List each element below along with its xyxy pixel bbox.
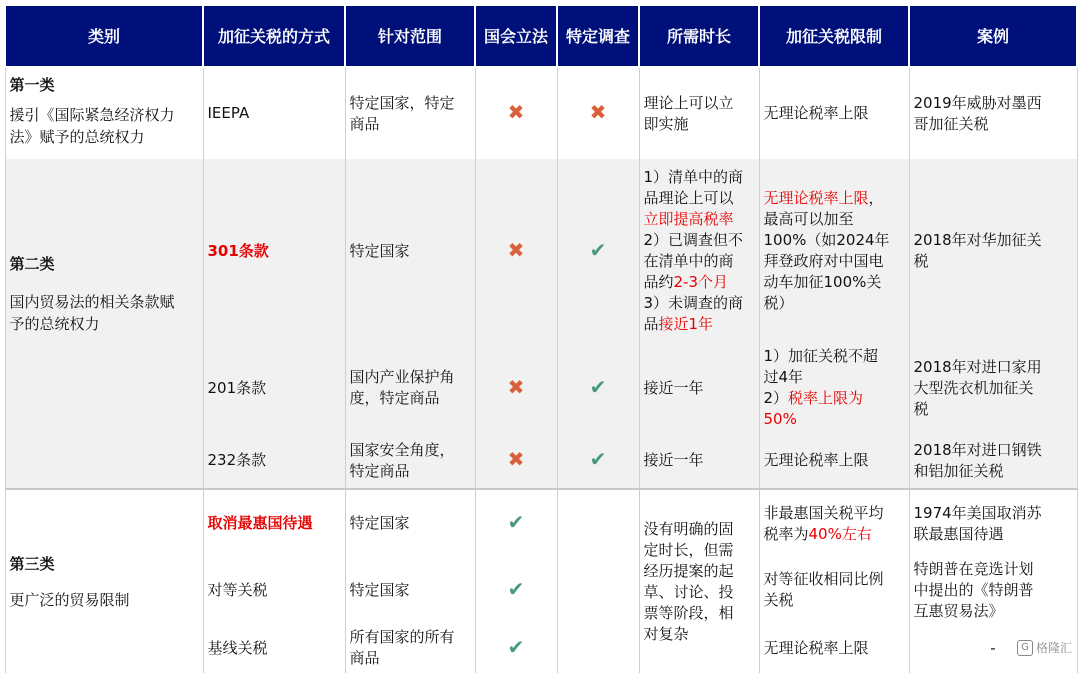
watermark bbox=[1017, 639, 1072, 656]
scope-cell: 特定国家 bbox=[345, 557, 475, 623]
investigation-cell bbox=[557, 343, 639, 433]
duration-cell: 接近一年 bbox=[639, 343, 759, 433]
method-cell: IEEPA bbox=[203, 67, 345, 159]
category-title: 第一类 bbox=[9, 76, 55, 94]
scope-cell: 特定国家，特定 商品 bbox=[345, 67, 475, 159]
cross-icon: ✖ bbox=[589, 100, 607, 124]
limit-cell: 非最惠国关税平均 税率为40%左右 bbox=[759, 489, 909, 557]
category-desc: 援引《国际紧急经济权力 bbox=[9, 106, 175, 124]
scope-cell: 所有国家的所有 商品 bbox=[345, 623, 475, 673]
header-congress: 国会立法 bbox=[475, 5, 557, 67]
investigation-cell bbox=[557, 433, 639, 489]
table-row bbox=[5, 489, 1077, 557]
case-cell: - bbox=[909, 623, 1077, 673]
cross-icon: ✖ bbox=[507, 374, 525, 399]
case-cell: 2018年对华加征关 税 bbox=[909, 159, 1077, 343]
category-cell-1 bbox=[5, 67, 203, 159]
investigation-cell bbox=[557, 159, 639, 343]
congress-cell bbox=[475, 557, 557, 623]
header-duration: 所需时长 bbox=[639, 5, 759, 67]
category-desc: 更广泛的贸易限制 bbox=[9, 590, 130, 609]
header-investigation: 特定调查 bbox=[557, 5, 639, 67]
congress-cell bbox=[475, 489, 557, 557]
table-header-row bbox=[5, 5, 1077, 67]
cross-icon: ✖ bbox=[507, 100, 525, 124]
investigation-cell bbox=[557, 489, 639, 557]
method-cell: 基线关税 bbox=[203, 623, 345, 673]
table-row bbox=[5, 159, 1077, 343]
table-row bbox=[5, 67, 1077, 159]
method-cell: 232条款 bbox=[203, 433, 345, 489]
method-cell: 对等关税 bbox=[203, 557, 345, 623]
investigation-cell bbox=[557, 67, 639, 159]
check-icon: ✔ bbox=[507, 510, 525, 534]
congress-cell bbox=[475, 159, 557, 343]
header-case: 案例 bbox=[909, 5, 1077, 67]
limit-cell: 无理论税率上限 bbox=[759, 623, 909, 673]
case-cell: 特朗普在竞选计划 中提出的《特朗普 互惠贸易法》 bbox=[909, 557, 1077, 623]
tariff-comparison-table bbox=[4, 4, 1078, 673]
congress-cell bbox=[475, 67, 557, 159]
header-limit: 加征关税限制 bbox=[759, 5, 909, 67]
category-cell-3 bbox=[5, 489, 203, 673]
duration-cell: 1）清单中的商 品理论上可以 立即提高税率 2）已调查但不 在清单中的商 品约2-3个月 3）未调查的商 品接近1年 bbox=[639, 159, 759, 343]
check-icon: ✔ bbox=[507, 576, 525, 601]
method-cell: 301条款 bbox=[203, 159, 345, 343]
method-cell: 201条款 bbox=[203, 343, 345, 433]
case-cell: 1974年美国取消苏 联最惠国待遇 bbox=[909, 489, 1077, 557]
limit-cell: 无理论税率上限 bbox=[759, 433, 909, 489]
category-desc: 国内贸易法的相关条款赋 bbox=[9, 292, 175, 311]
category-desc: 法》赋予的总统权力 bbox=[9, 128, 145, 146]
scope-cell: 国家安全角度， 特定商品 bbox=[345, 433, 475, 489]
limit-cell: 无理论税率上限， 最高可以加至 100%（如2024年 拜登政府对中国电 动车加征100%关 税） bbox=[759, 159, 909, 343]
scope-cell: 特定国家 bbox=[345, 159, 475, 343]
category-desc: 予的总统权力 bbox=[9, 314, 100, 333]
header-method: 加征关税的方式 bbox=[203, 5, 345, 67]
investigation-cell bbox=[557, 623, 639, 673]
limit-cell: 无理论税率上限 bbox=[759, 67, 909, 159]
duration-cell: 理论上可以立 即实施 bbox=[639, 67, 759, 159]
method-cell: 取消最惠国待遇 bbox=[203, 489, 345, 557]
investigation-cell bbox=[557, 557, 639, 623]
duration-cell: 没有明确的固 定时长，但需 经历提案的起 草、讨论、投 票等阶段，相 对复杂 bbox=[639, 489, 759, 673]
congress-cell bbox=[475, 343, 557, 433]
watermark-text: 格隆汇 bbox=[1035, 641, 1072, 655]
category-title: 第三类 bbox=[9, 554, 55, 573]
gelonghui-logo-icon: G bbox=[1017, 640, 1033, 656]
header-category: 类别 bbox=[5, 5, 203, 67]
case-cell: 2018年对进口钢铁 和铝加征关税 bbox=[909, 433, 1077, 489]
cross-icon: ✖ bbox=[507, 447, 525, 471]
limit-cell: 对等征收相同比例 关税 bbox=[759, 557, 909, 623]
header-scope: 针对范围 bbox=[345, 5, 475, 67]
case-cell: 2018年对进口家用 大型洗衣机加征关 税 bbox=[909, 343, 1077, 433]
scope-cell: 国内产业保护角 度，特定商品 bbox=[345, 343, 475, 433]
congress-cell bbox=[475, 433, 557, 489]
case-cell: 2019年威胁对墨西 哥加征关税 bbox=[909, 67, 1077, 159]
cross-icon: ✖ bbox=[507, 237, 525, 262]
check-icon: ✔ bbox=[589, 237, 607, 262]
check-icon: ✔ bbox=[589, 374, 607, 399]
congress-cell bbox=[475, 623, 557, 673]
scope-cell: 特定国家 bbox=[345, 489, 475, 557]
category-title: 第二类 bbox=[9, 254, 55, 273]
duration-cell: 接近一年 bbox=[639, 433, 759, 489]
check-icon: ✔ bbox=[589, 447, 607, 471]
limit-cell: 1）加征关税不超 过4年 2）税率上限为 50% bbox=[759, 343, 909, 433]
check-icon: ✔ bbox=[507, 634, 525, 659]
category-cell-2 bbox=[5, 159, 203, 489]
